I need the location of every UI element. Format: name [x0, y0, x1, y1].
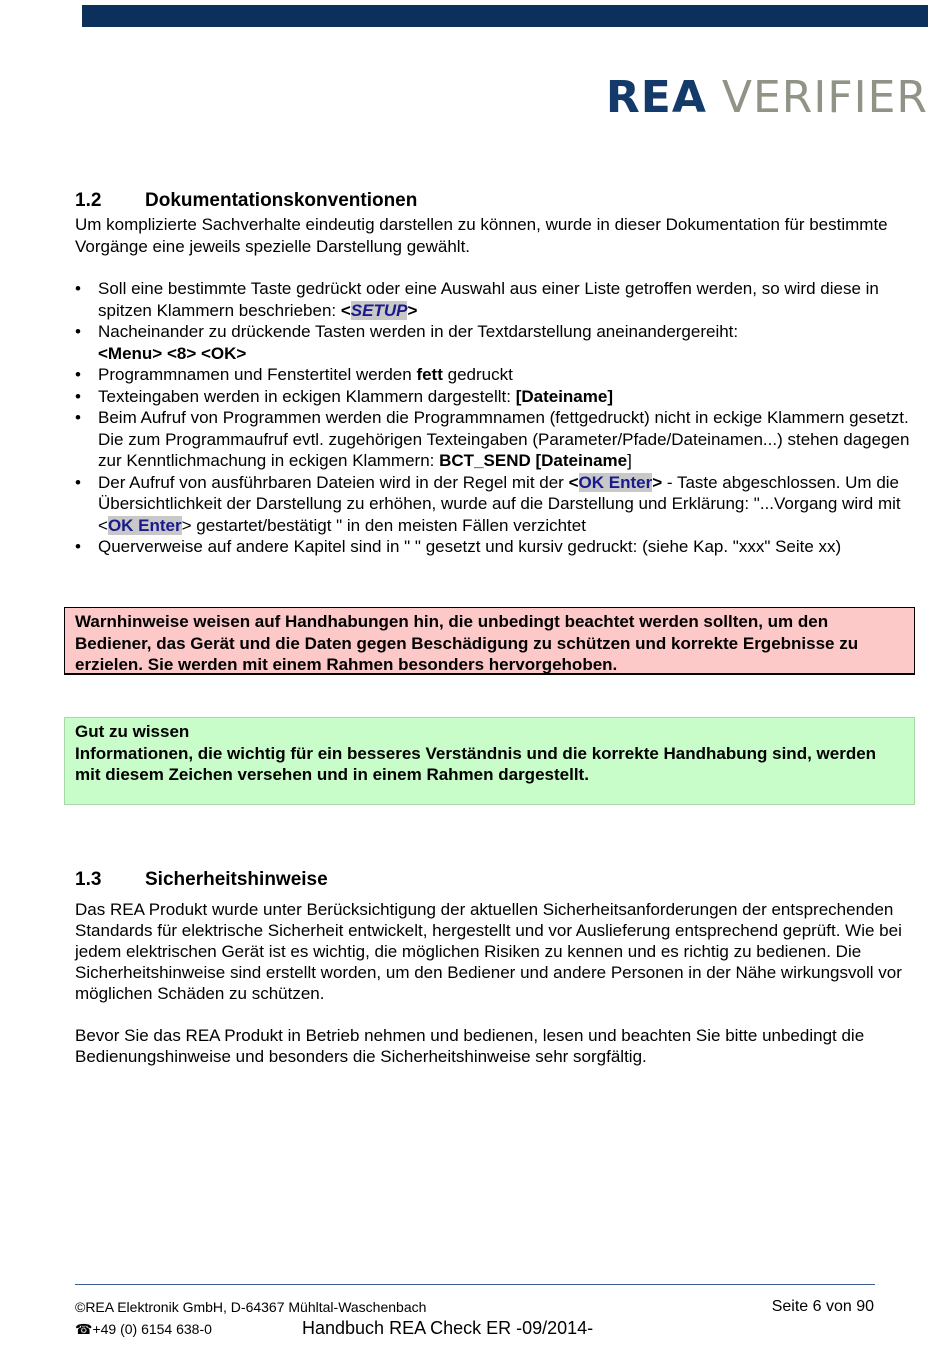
warning-box [64, 607, 915, 675]
key-ok-enter: OK Enter [578, 472, 653, 492]
bold-word: fett [416, 365, 443, 384]
section-title: Dokumentationskonventionen [145, 190, 418, 211]
safety-paragraph: Das REA Produkt wurde unter Berücksichtigung der aktuellen Sicherheitsanforderungen der entsprechenden Standards für elektrische Sicherheit entwickelt, hergestellt und vor Auslieferung entsprechend geprüft. Wie bei jedem elektrischen Gerät ist es wichtig, die möglichen Risiken zu kennen und es richtig zu bedienen. Die Sicherheitshinweise sind erstellt worden, um den Bediener und andere Personen in der Nähe wirkungsvoll vor möglichen Schäden zu schützen. [75, 900, 902, 1003]
item-text: Programmnamen und Fenstertitel werden [98, 365, 417, 384]
section-number: 1.2 [75, 190, 102, 211]
item-text: > gestartet/bestätigt " in den meisten Fällen verzichtet [181, 515, 586, 535]
info-box [64, 717, 915, 805]
item-text: ] [627, 451, 632, 470]
info-title: Gut zu wissen [75, 722, 190, 741]
header-bar [82, 5, 928, 27]
info-text: Informationen, die wichtig für ein besseres Verständnis und die korrekte Handhabung sind, werden mit diesem Zeichen versehen und in einem Rahmen dargestellt. [75, 743, 877, 784]
conventions-list [75, 278, 910, 558]
filename-placeholder: [Dateiname] [515, 386, 613, 406]
key-bracket: > [407, 300, 418, 320]
key-bracket: < [340, 300, 351, 320]
item-text: Nacheinander zu drückende Tasten werden in der Textdarstellung aneinandergereiht: [98, 322, 739, 341]
item-text: Texteingaben werden in eckigen Klammern dargestellt: [98, 386, 516, 406]
list-item [75, 536, 910, 558]
list-item [75, 386, 910, 408]
footer-company: ©REA Elektronik GmbH, D-64367 Mühltal-Waschenbach [75, 1299, 427, 1315]
section-heading [75, 188, 910, 214]
warning-text: Warnhinweise weisen auf Handhabungen hin, die unbedingt beachtet werden sollten, um den Bediener, das Gerät und die Daten gegen Beschädigung zu schützen und korrekte Ergebnisse zu erzielen. Sie werden mit einem Rahmen besonders hervorgehoben. [75, 612, 859, 674]
logo-rea: REA [605, 72, 707, 123]
list-item [75, 278, 910, 321]
section-title: Sicherheitshinweise [145, 869, 328, 890]
program-call: BCT_SEND [Dateiname [439, 451, 628, 470]
section-heading [75, 867, 910, 893]
page-number: Seite 6 von 90 [771, 1298, 874, 1315]
item-text: Querverweise auf andere Kapitel sind in " " gesetzt und kursiv gedruckt: (siehe Kap. "xxx" Seite xx) [98, 537, 842, 556]
item-text: Soll eine bestimmte Taste gedrückt oder eine Auswahl aus einer Liste getroffen werden, so wird diese in spitzen Klammern beschrieben: [98, 279, 879, 320]
footer-manual-title: Handbuch REA Check ER -09/2014- [302, 1318, 594, 1338]
safety-paragraph: Bevor Sie das REA Produkt in Betrieb nehmen und bedienen, lesen und beachten Sie bitte unbedingt die Bedienungshinweise und besonders die Sicherheitshinweise sehr sorgfältig. [75, 1026, 865, 1066]
key-sequence: <Menu> <8> <OK> [98, 343, 247, 363]
key-bracket: < [568, 472, 579, 492]
key-setup: SETUP [350, 300, 408, 320]
rea-verifier-logo [605, 72, 928, 123]
footer-divider [75, 1284, 875, 1285]
list-item [75, 472, 910, 537]
list-item [75, 407, 910, 472]
section-safety [75, 867, 910, 1067]
list-item [75, 321, 910, 364]
logo-verifier: VERIFIER [721, 72, 928, 123]
list-item [75, 364, 910, 386]
item-text: Beim Aufruf von Programmen werden die Programmnamen (fettgedruckt) nicht in eckige Klammern gesetzt. Die zum Programmaufruf evtl. zugehörigen Texteingaben (Parameter/Pfade/Dateinamen...) stehen dagegen zur Kenntlichmachung in eckigen Klammern: [98, 408, 910, 470]
key-ok-enter: OK Enter [107, 515, 182, 535]
section-conventions [75, 188, 910, 558]
item-text: gedruckt [442, 365, 513, 384]
footer-phone: ☎+49 (0) 6154 638-0 [75, 1321, 212, 1337]
section-number: 1.3 [75, 869, 102, 890]
item-text: Der Aufruf von ausführbaren Dateien wird in der Regel mit der [98, 472, 569, 492]
item-text: - Taste abgeschlossen. Um die Übersichtlichkeit der Darstellung zu erhöhen, wurde auf die Darstellung und Erklärung: "...Vorgang wird mit < [98, 472, 901, 535]
intro-paragraph: Um komplizierte Sachverhalte eindeutig darstellen zu können, wurde in dieser Dokumentation für bestimmte Vorgänge eine jeweils spezielle Darstellung gewählt. [75, 215, 888, 256]
key-bracket: > [652, 472, 663, 492]
